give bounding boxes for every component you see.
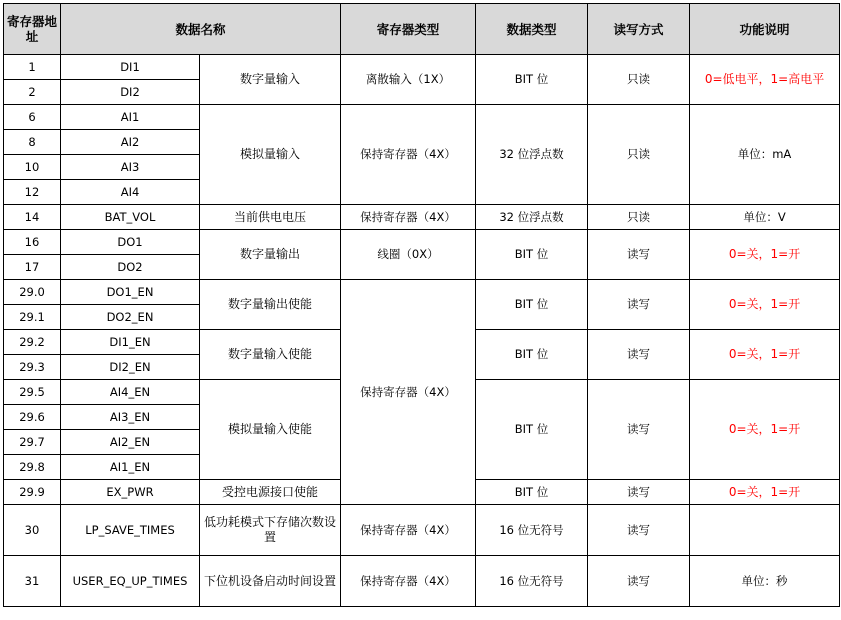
name-cell: LP_SAVE_TIMES bbox=[61, 505, 200, 556]
header-row bbox=[4, 4, 840, 55]
group-label: 受控电源接口使能 bbox=[200, 480, 341, 505]
group-label: 下位机设备启动时间设置 bbox=[200, 556, 341, 607]
table-row bbox=[4, 230, 840, 255]
register-type-cell: 线圈（0X） bbox=[341, 230, 476, 280]
name-cell: DO1_EN bbox=[61, 280, 200, 305]
name-cell: DI2 bbox=[61, 80, 200, 105]
name-cell: DO1 bbox=[61, 230, 200, 255]
register-type-cell: 保持寄存器（4X） bbox=[341, 105, 476, 205]
description-cell: 0=关，1=开 bbox=[690, 330, 840, 380]
group-label: 数字量输入 bbox=[200, 55, 341, 105]
address-cell: 29.0 bbox=[4, 280, 61, 305]
group-label: 低功耗模式下存储次数设置 bbox=[200, 505, 341, 556]
group-label: 模拟量输入 bbox=[200, 105, 341, 205]
table-row bbox=[4, 505, 840, 556]
address-cell: 16 bbox=[4, 230, 61, 255]
name-cell: AI4 bbox=[61, 180, 200, 205]
name-cell: AI3 bbox=[61, 155, 200, 180]
address-cell: 14 bbox=[4, 205, 61, 230]
table-row bbox=[4, 55, 840, 80]
name-cell: DO2 bbox=[61, 255, 200, 280]
group-label: 当前供电电压 bbox=[200, 205, 341, 230]
name-cell: DI2_EN bbox=[61, 355, 200, 380]
description-cell: 0=低电平，1=高电平 bbox=[690, 55, 840, 105]
read-write-cell: 读写 bbox=[588, 280, 690, 330]
address-cell: 29.3 bbox=[4, 355, 61, 380]
name-cell: AI2_EN bbox=[61, 430, 200, 455]
description-cell: 0=关，1=开 bbox=[690, 480, 840, 505]
name-cell: USER_EQ_UP_TIMES bbox=[61, 556, 200, 607]
header-read-write: 读写方式 bbox=[588, 4, 690, 55]
register-type-cell: 保持寄存器（4X） bbox=[341, 280, 476, 505]
data-type-cell: BIT 位 bbox=[476, 480, 588, 505]
description-cell: 单位：mA bbox=[690, 105, 840, 205]
name-cell: EX_PWR bbox=[61, 480, 200, 505]
register-type-cell: 保持寄存器（4X） bbox=[341, 556, 476, 607]
address-cell: 30 bbox=[4, 505, 61, 556]
address-cell: 8 bbox=[4, 130, 61, 155]
name-cell: AI1 bbox=[61, 105, 200, 130]
read-write-cell: 读写 bbox=[588, 505, 690, 556]
header-data-name: 数据名称 bbox=[61, 4, 341, 55]
name-cell: AI2 bbox=[61, 130, 200, 155]
group-label: 模拟量输入使能 bbox=[200, 380, 341, 480]
name-cell: AI3_EN bbox=[61, 405, 200, 430]
data-type-cell: BIT 位 bbox=[476, 330, 588, 380]
address-cell: 29.2 bbox=[4, 330, 61, 355]
data-type-cell: BIT 位 bbox=[476, 230, 588, 280]
read-write-cell: 读写 bbox=[588, 380, 690, 480]
data-type-cell: BIT 位 bbox=[476, 380, 588, 480]
read-write-cell: 读写 bbox=[588, 330, 690, 380]
address-cell: 29.9 bbox=[4, 480, 61, 505]
header-description: 功能说明 bbox=[690, 4, 840, 55]
data-type-cell: 16 位无符号 bbox=[476, 505, 588, 556]
name-cell: AI4_EN bbox=[61, 380, 200, 405]
description-cell: 单位：秒 bbox=[690, 556, 840, 607]
address-cell: 31 bbox=[4, 556, 61, 607]
register-type-cell: 保持寄存器（4X） bbox=[341, 205, 476, 230]
data-type-cell: 32 位浮点数 bbox=[476, 105, 588, 205]
address-cell: 29.8 bbox=[4, 455, 61, 480]
read-write-cell: 只读 bbox=[588, 205, 690, 230]
description-cell: 0=关，1=开 bbox=[690, 380, 840, 480]
read-write-cell: 读写 bbox=[588, 480, 690, 505]
description-cell: 0=关，1=开 bbox=[690, 280, 840, 330]
name-cell: DO2_EN bbox=[61, 305, 200, 330]
address-cell: 10 bbox=[4, 155, 61, 180]
table-row bbox=[4, 556, 840, 607]
group-label: 数字量输出使能 bbox=[200, 280, 341, 330]
header-address: 寄存器地址 bbox=[4, 4, 61, 55]
address-cell: 29.1 bbox=[4, 305, 61, 330]
address-cell: 29.6 bbox=[4, 405, 61, 430]
data-type-cell: 32 位浮点数 bbox=[476, 205, 588, 230]
address-cell: 17 bbox=[4, 255, 61, 280]
description-cell: 单位：V bbox=[690, 205, 840, 230]
read-write-cell: 只读 bbox=[588, 105, 690, 205]
read-write-cell: 只读 bbox=[588, 55, 690, 105]
address-cell: 12 bbox=[4, 180, 61, 205]
address-cell: 1 bbox=[4, 55, 61, 80]
group-label: 数字量输入使能 bbox=[200, 330, 341, 380]
header-data-type: 数据类型 bbox=[476, 4, 588, 55]
description-cell: 0=关，1=开 bbox=[690, 230, 840, 280]
address-cell: 29.7 bbox=[4, 430, 61, 455]
read-write-cell: 读写 bbox=[588, 556, 690, 607]
name-cell: AI1_EN bbox=[61, 455, 200, 480]
table-row bbox=[4, 205, 840, 230]
data-type-cell: BIT 位 bbox=[476, 55, 588, 105]
register-table bbox=[3, 3, 840, 607]
data-type-cell: BIT 位 bbox=[476, 280, 588, 330]
name-cell: BAT_VOL bbox=[61, 205, 200, 230]
address-cell: 2 bbox=[4, 80, 61, 105]
name-cell: DI1 bbox=[61, 55, 200, 80]
register-type-cell: 离散输入（1X） bbox=[341, 55, 476, 105]
table-row bbox=[4, 280, 840, 305]
address-cell: 6 bbox=[4, 105, 61, 130]
table-row bbox=[4, 105, 840, 130]
read-write-cell: 读写 bbox=[588, 230, 690, 280]
group-label: 数字量输出 bbox=[200, 230, 341, 280]
address-cell: 29.5 bbox=[4, 380, 61, 405]
header-register-type: 寄存器类型 bbox=[341, 4, 476, 55]
register-type-cell: 保持寄存器（4X） bbox=[341, 505, 476, 556]
name-cell: DI1_EN bbox=[61, 330, 200, 355]
description-cell bbox=[690, 505, 840, 556]
data-type-cell: 16 位无符号 bbox=[476, 556, 588, 607]
